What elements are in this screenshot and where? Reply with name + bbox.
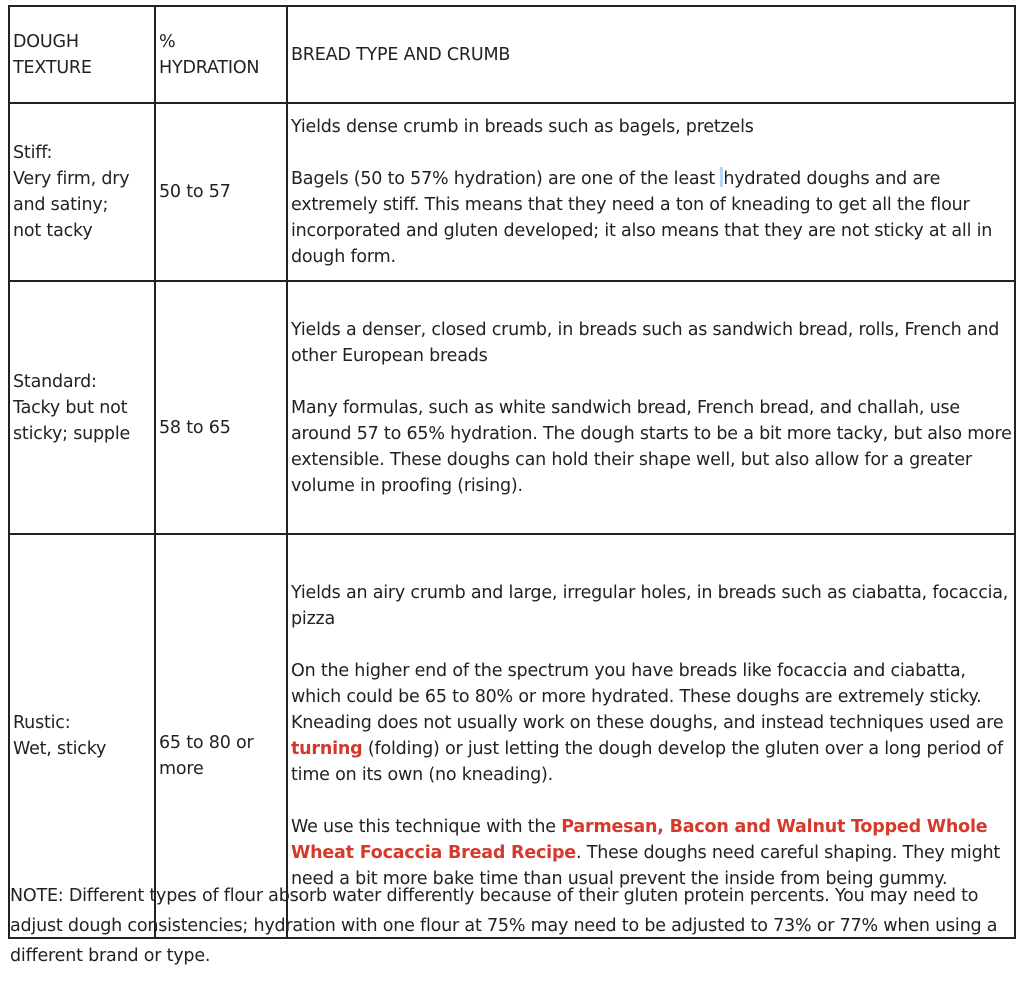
table-header-row	[9, 6, 1015, 103]
header-hydration-line: HYDRATION	[159, 57, 260, 78]
texture-line: Wet, sticky	[13, 739, 107, 759]
table-row	[9, 281, 1015, 534]
hydration-value: 50 to 57	[159, 182, 231, 202]
table-row	[9, 534, 1015, 938]
bread-description-cell	[287, 281, 1015, 534]
hydration-value: more	[159, 759, 204, 779]
turning-link[interactable]: turning	[291, 739, 363, 759]
bread-detail-text	[291, 658, 1014, 788]
hydration-value: 65 to 80 or	[159, 733, 254, 753]
header-hydration-line: %	[159, 31, 176, 52]
texture-line: and satiny;	[13, 195, 109, 215]
crumb-yield-text: Yields dense crumb in breads such as bagels, pretzels	[291, 117, 754, 137]
header-dough-texture	[9, 6, 155, 103]
recipe-text-part: . These doughs need careful shaping. They might need a bit more bake time than usual prevent the inside from being gummy.	[291, 843, 1001, 889]
hydration-table	[8, 5, 1016, 939]
texture-line: Stiff:	[13, 143, 53, 163]
header-bread-label: BREAD TYPE AND CRUMB	[291, 44, 511, 65]
texture-line: sticky; supple	[13, 423, 131, 444]
texture-cell	[9, 103, 155, 281]
header-hydration	[155, 6, 287, 103]
texture-cell	[9, 534, 155, 938]
hydration-cell	[155, 281, 287, 534]
header-bread-type	[287, 6, 1015, 103]
bread-detail-part: On the higher end of the spectrum you have breads like focaccia and ciabatta, which could be 65 to 80% or more hydrated. These doughs are extremely sticky. Kneading does not usually work on these doughs, and instead techniques used are	[291, 661, 1004, 733]
bread-description-cell	[287, 103, 1015, 281]
flour-note: NOTE: Different types of flour absorb water differently because of their gluten protein percents. You may need to adjust dough consistencies; hydration with one flour at 75% may need to be adjusted to 73% or 77% when using a different brand or type.	[10, 886, 998, 966]
texture-line: Tacky but not	[13, 397, 128, 418]
texture-line: Standard:	[13, 371, 97, 392]
texture-cell	[9, 281, 155, 534]
crumb-yield-text: Yields a denser, closed crumb, in breads such as sandwich bread, rolls, French and other European breads	[291, 319, 1000, 366]
crumb-yield-text: Yields an airy crumb and large, irregular holes, in breads such as ciabatta, focaccia, pizza	[291, 583, 1009, 629]
focaccia-recipe-link[interactable]: Parmesan, Bacon and Walnut Topped Whole Wheat Focaccia Bread Recipe	[291, 817, 988, 863]
hydration-value: 58 to 65	[159, 417, 231, 438]
header-texture-line: TEXTURE	[13, 57, 92, 78]
texture-line: Rustic:	[13, 713, 71, 733]
bread-detail-part: (folding) or just letting the dough develop the gluten over a long period of time on its own (no kneading).	[291, 739, 1003, 785]
texture-line: not tacky	[13, 221, 93, 241]
header-texture-line: DOUGH	[13, 31, 79, 52]
bread-detail-text: Many formulas, such as white sandwich bread, French bread, and challah, use around 57 to 65% hydration. The dough starts to be a bit more tacky, but also more extensible. These doughs can hold their shape well, but also allow for a greater volume in proofing (rising).	[291, 397, 1012, 496]
hydration-cell	[155, 103, 287, 281]
table-row	[9, 103, 1015, 281]
recipe-text-part: We use this technique with the	[291, 817, 556, 837]
bread-description-cell	[287, 534, 1015, 938]
bread-detail-part: Bagels (50 to 57% hydration) are one of the least	[291, 169, 716, 189]
hydration-cell	[155, 534, 287, 938]
texture-line: Very firm, dry	[13, 169, 130, 189]
bread-detail-text	[291, 166, 1014, 270]
bread-detail-part: hydrated doughs and are extremely stiff. This means that they need a ton of kneading to get all the flour incorporated and gluten developed; it also means that they are not sticky at all in dough form.	[291, 169, 993, 267]
